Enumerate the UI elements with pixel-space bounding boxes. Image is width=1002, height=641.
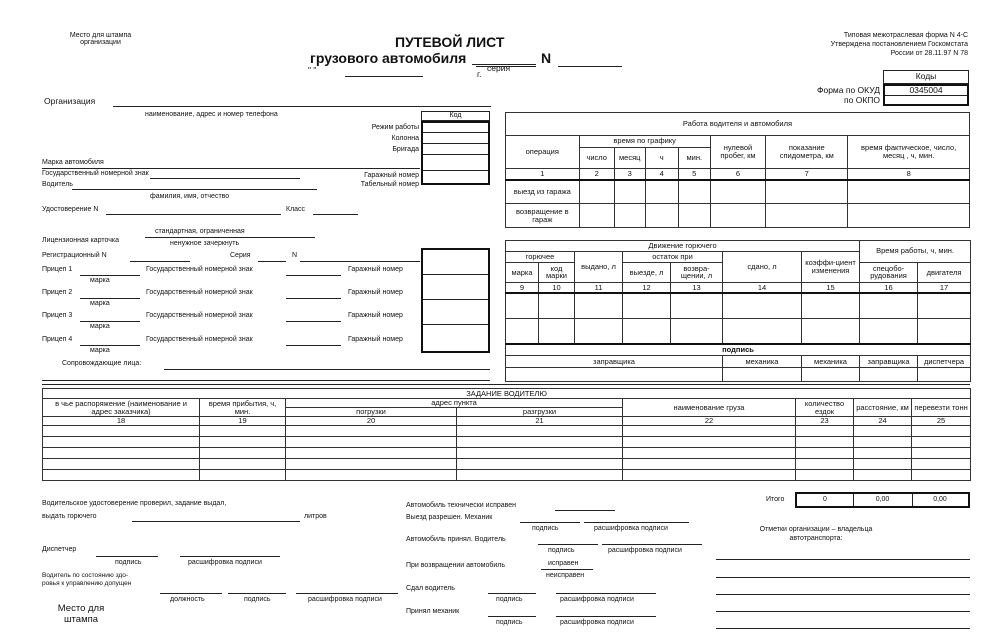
col-special: спецобо-рудования [860,262,918,283]
license-label: Удостоверение N [42,206,99,213]
col-address: адрес пункта [286,399,623,408]
ok-label: исправен [548,560,579,567]
col-loading: погрузки [286,408,457,417]
col-trips: количество ездок [796,399,854,417]
okpo-label: по ОКПО [844,95,880,105]
table-row[interactable] [43,426,971,437]
col-fuel-code: код марки [539,262,575,283]
not-ok-label: неисправен [546,572,585,579]
col-minute: мин. [678,147,710,168]
fuel-title: Движение горючего [506,241,860,252]
class-label: Класс [286,206,306,213]
sig-refueler: заправщика [506,355,723,368]
col-month: месяц [614,147,645,168]
col-engine: двигателя [918,262,971,283]
allowed-text: Водитель по состоянию здо- ровья к управлению допущен [42,572,132,587]
form-title: ПУТЕВОЙ ЛИСТ [395,34,505,50]
car-brand-label: Марка автомобиля [42,159,104,166]
issue-fuel-label: выдать горючего [42,513,97,520]
col-remainder: остаток при [623,252,723,262]
col-fuel-brand: марка [506,262,539,283]
liters-label: литров [304,513,327,520]
form-info: Типовая межотраслевая форма N 4-С Утверждена постановлением Госкомстата России от 28.11.97 N 78 [830,32,968,57]
personnel-number-label: Табельный номер [360,181,419,188]
work-title: Работа водителя и автомобиля [506,113,970,136]
organization-hint: наименование, адрес и номер телефона [145,111,278,118]
col-hour: ч [645,147,678,168]
col-actual-time: время фактическое, число, месяц , ч, мин. [848,135,970,168]
total-tons: 0,00 [933,496,947,503]
decoding2-hint: расшифровка подписи [308,596,382,603]
col-odometer: показание спидометра, км [766,135,848,168]
task-table: ЗАДАНИЕ ВОДИТЕЛЮ в чье распоряжение (наименование и адрес заказчика) время прибытия, ч, мин. адрес пункта наименование груза количество ездок расстояние, км перевезти тонн погрузки разгрузки 18 19 20 21 22 23 24 25 [42,388,971,481]
col-on-exit: выезде, л [623,262,671,283]
col-transport: перевезти тонн [912,399,971,417]
table-row[interactable] [43,448,971,459]
col-unloading: разгрузки [457,408,623,417]
dispatcher-label: Диспетчер [42,546,77,553]
license-card-hint2: ненужное зачеркнуть [170,240,240,247]
license-card-hint1: стандартная, ограниченная [155,228,245,235]
state-number-label: Государственный номерной знак [42,170,149,177]
series-label: серия [487,63,511,73]
work-table: Работа водителя и автомобиля операция время по графику нулевой пробег, км показание спидометра, км время фактическое, число, месяц , ч, мин. число месяц ч мин. 1 2 3 4 5 6 7 8 выезд из гаража возвращение в гараж [505,112,970,228]
checked-text: Водительское удостоверение проверил, задание выдал, [42,500,227,507]
col-operation: операция [506,135,580,168]
brigade-label: Бригада [392,146,419,153]
dispatcher-decoding-hint: расшифровка подписи [188,559,262,566]
table-row[interactable] [43,437,971,448]
reg-number-label: Регистрационный N [42,252,107,259]
col-customer: в чье распоряжение (наименование и адрес заказчика) [43,399,200,417]
accepted-mech-label: Принял механик [406,608,460,615]
col-zero-run: нулевой пробег, км [710,135,765,168]
col-day: число [579,147,614,168]
date-quotes: " " [308,65,317,75]
date-field[interactable] [345,76,423,77]
garage-number-label: Гаражный номер [364,172,419,179]
car-ok-label: Автомобиль технически исправен [406,502,517,509]
col-handed: сдано, л [723,252,802,283]
col-cargo: наименование груза [623,399,796,417]
codes-label: Коды [915,71,937,81]
total-trips: 0 [823,496,827,503]
work-mode-label: Режим работы [371,124,419,131]
col-on-return: возвра-щении, л [671,262,723,283]
handed-driver-label: Сдал водитель [406,585,455,592]
total-label: Итого [766,496,785,503]
escorts-field[interactable] [164,369,490,370]
reg-series-label: Серия [230,252,251,259]
column-label: Колонна [391,135,419,142]
col-work-hours: Время работы, ч, мин. [860,241,971,263]
driver-field[interactable] [72,189,317,190]
number-field[interactable] [558,66,622,67]
driver-hint: фамилия, имя, отчество [150,193,230,200]
signature2-hint: подпись [244,596,271,603]
year-label: г. [477,69,482,79]
license-field[interactable] [106,214,281,215]
on-return-label: При возвращении автомобиль [406,562,505,569]
position-hint: должность [170,596,205,603]
sig-mechanic2: механика [802,355,860,368]
organization-field[interactable] [113,106,491,107]
escorts-label: Сопровождающие лица: [62,360,142,367]
reg-n-label: N [292,252,298,259]
signature-title: подпись [506,344,971,355]
dispatcher-signature-hint: подпись [115,559,142,566]
stamp-place-label: Место для штампа организации [69,32,132,46]
driver-label: Водитель [42,181,73,188]
okud-value: 0345004 [909,85,943,95]
form-subtitle: грузового автомобиля [310,50,467,66]
sig-mechanic: механика [723,355,802,368]
col-distance: расстояние, км [854,399,912,417]
row-return: возвращение в гараж [506,204,580,228]
exit-allowed-label: Выезд разрешен. Механик [406,514,493,521]
fuel-table: Движение горючего Время работы, ч, мин. горючее выдано, л остаток при сдано, л коэффи-циент изменения марка код марки выезде, л возвра-щении, л спецобо-рудования двигателя 9 10 11 12 13 14 15 16 17 подпись заправщика механика механика заправщика диспетчера [505,240,971,382]
issue-fuel-field[interactable] [132,521,300,522]
col-issued: выдано, л [575,252,623,283]
organization-label: Организация [44,96,96,106]
table-row[interactable] [43,459,971,470]
number-label: N [541,50,552,66]
license-card-label: Лицензионная карточка [42,237,120,244]
col-arrival: время прибытия, ч, мин. [200,399,286,417]
task-title: ЗАДАНИЕ ВОДИТЕЛЮ [43,389,971,399]
sig-dispatcher: диспетчера [918,355,971,368]
code-label: Код [449,112,462,119]
table-row[interactable] [43,470,971,481]
row-exit: выезд из гаража [506,180,580,204]
stamp-place-bottom: Место для штампа [57,603,105,625]
total-distance: 0,00 [875,496,890,503]
col-fuel: горючее [506,252,575,262]
car-accepted-label: Автомобиль принял. Водитель [406,536,506,543]
org-marks-label: Отметки организации – владельца автотранспорта: [759,526,873,543]
okud-label: Форма по ОКУД [817,85,880,95]
sig-refueler2: заправщика [860,355,918,368]
col-coeff: коэффи-циент изменения [802,252,860,283]
class-field[interactable] [313,214,358,215]
col-schedule: время по графику [579,135,710,147]
